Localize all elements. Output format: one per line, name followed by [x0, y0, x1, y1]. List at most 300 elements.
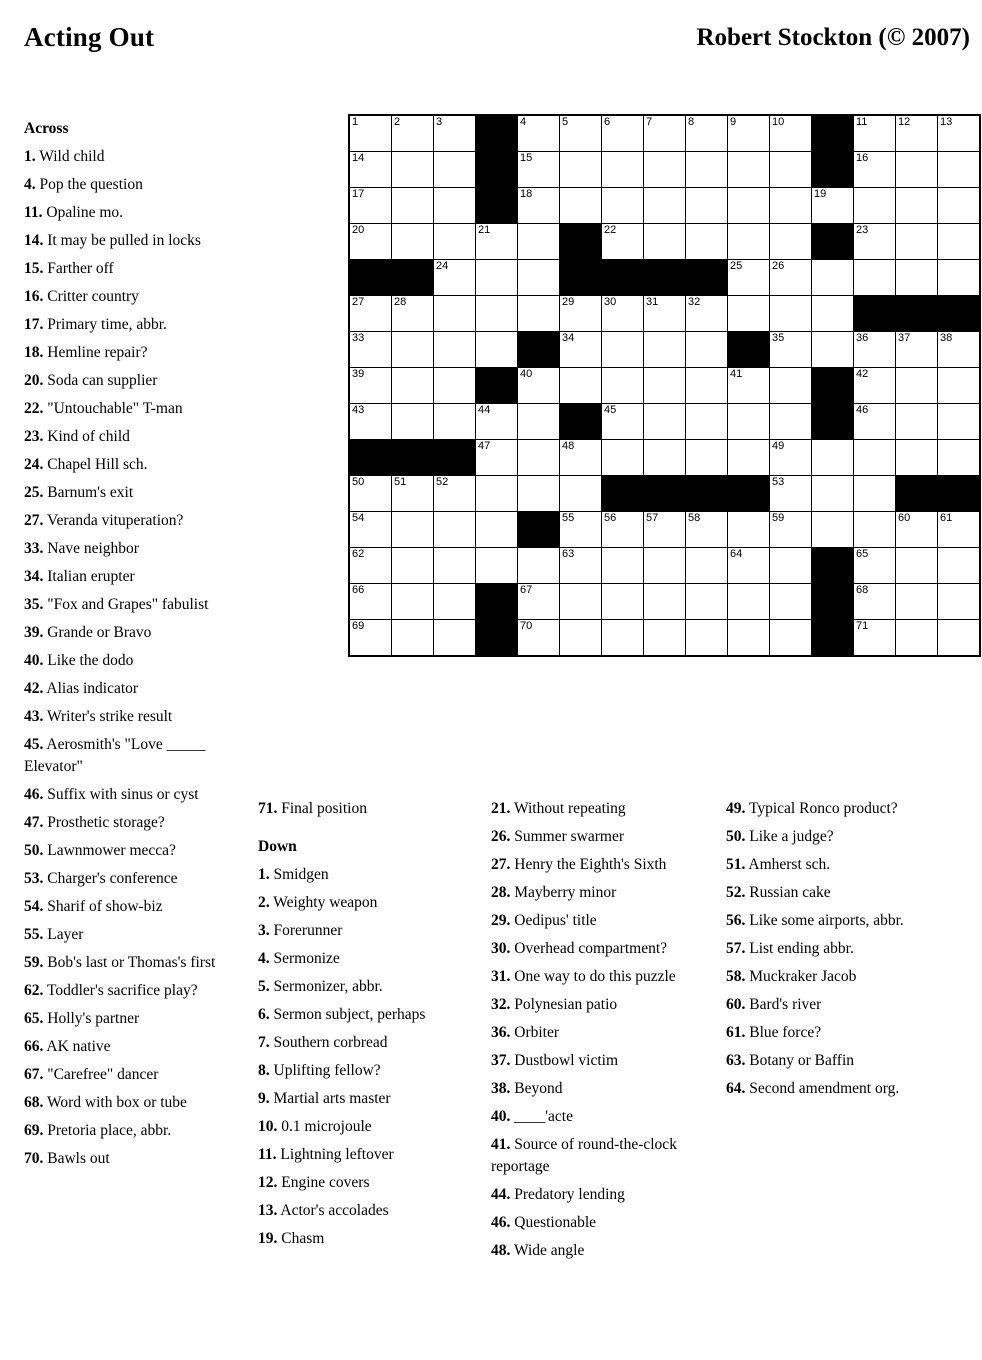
clue-item — [24, 678, 250, 700]
grid-cell[interactable] — [349, 188, 392, 224]
clue-item — [24, 566, 250, 588]
grid-cell[interactable] — [518, 584, 560, 620]
grid-cell-number: 70 — [520, 620, 533, 632]
crossword-table[interactable] — [348, 114, 981, 657]
grid-cell[interactable] — [644, 404, 686, 440]
grid-cell[interactable] — [434, 332, 476, 368]
grid-cell[interactable] — [392, 188, 434, 224]
grid-cell-number: 1 — [352, 116, 359, 128]
grid-cell[interactable] — [686, 332, 728, 368]
grid-cell[interactable] — [728, 296, 770, 332]
grid-cell[interactable] — [349, 548, 392, 584]
grid-cell[interactable] — [896, 332, 938, 368]
clue-item — [491, 854, 717, 876]
grid-cell[interactable] — [644, 188, 686, 224]
grid-cell[interactable] — [349, 296, 392, 332]
crossword-grid[interactable] — [348, 114, 981, 657]
clue-text: Bob's last or Thomas's first — [43, 954, 216, 971]
clue-number: 25. — [24, 484, 44, 501]
clue-number: 28. — [491, 884, 511, 901]
clue-item — [258, 1088, 476, 1110]
grid-cell[interactable] — [349, 404, 392, 440]
clue-number: 11. — [258, 1146, 277, 1163]
grid-cell[interactable] — [896, 152, 938, 188]
grid-cell[interactable] — [644, 368, 686, 404]
clue-number: 64. — [726, 1080, 746, 1097]
grid-cell[interactable] — [560, 548, 602, 584]
grid-cell[interactable] — [476, 224, 518, 260]
grid-cell[interactable] — [728, 224, 770, 260]
grid-cell[interactable] — [644, 620, 686, 657]
grid-cell[interactable] — [728, 404, 770, 440]
grid-cell[interactable] — [644, 152, 686, 188]
grid-block-cell — [896, 296, 938, 332]
grid-cell[interactable] — [938, 548, 981, 584]
grid-cell-number: 33 — [352, 332, 365, 344]
grid-cell[interactable] — [560, 188, 602, 224]
grid-cell[interactable] — [770, 404, 812, 440]
grid-row — [349, 476, 980, 512]
clue-number: 41. — [491, 1136, 511, 1153]
clue-text: Wide angle — [510, 1242, 585, 1259]
clue-text: Charger's conference — [43, 870, 178, 887]
grid-cell[interactable] — [644, 296, 686, 332]
clue-text: Nave neighbor — [43, 540, 139, 557]
grid-cell[interactable] — [434, 152, 476, 188]
grid-block-cell — [602, 476, 644, 512]
grid-block-cell — [476, 188, 518, 224]
clue-item — [258, 1004, 476, 1026]
clue-item — [24, 650, 250, 672]
grid-cell[interactable] — [434, 188, 476, 224]
grid-cell[interactable] — [434, 584, 476, 620]
clue-text: Blue force? — [745, 1024, 822, 1041]
grid-cell[interactable] — [518, 476, 560, 512]
grid-cell[interactable] — [349, 476, 392, 512]
grid-cell[interactable] — [518, 404, 560, 440]
grid-cell[interactable] — [644, 332, 686, 368]
grid-cell[interactable] — [602, 512, 644, 548]
grid-cell[interactable] — [854, 115, 896, 152]
grid-cell[interactable] — [476, 296, 518, 332]
grid-cell[interactable] — [854, 512, 896, 548]
grid-cell[interactable] — [392, 584, 434, 620]
grid-cell[interactable] — [854, 332, 896, 368]
grid-cell[interactable] — [770, 584, 812, 620]
grid-cell[interactable] — [476, 260, 518, 296]
grid-cell[interactable] — [434, 620, 476, 657]
grid-cell-number: 32 — [688, 296, 701, 308]
grid-cell-number: 10 — [772, 116, 785, 128]
clue-text: Southern corbread — [269, 1034, 388, 1051]
grid-cell[interactable] — [560, 332, 602, 368]
grid-cell[interactable] — [434, 368, 476, 404]
grid-cell[interactable] — [686, 548, 728, 584]
grid-cell[interactable] — [854, 368, 896, 404]
clue-item — [726, 910, 960, 932]
grid-cell[interactable] — [349, 620, 392, 657]
grid-cell[interactable] — [602, 296, 644, 332]
grid-cell[interactable] — [854, 548, 896, 584]
grid-cell[interactable] — [728, 548, 770, 584]
grid-cell-number: 2 — [394, 116, 401, 128]
grid-cell[interactable] — [476, 512, 518, 548]
grid-cell[interactable] — [938, 224, 981, 260]
grid-block-cell — [896, 476, 938, 512]
clues-column-3 — [491, 798, 717, 1268]
grid-cell[interactable] — [518, 296, 560, 332]
clue-text: Sermon subject, perhaps — [269, 1006, 426, 1023]
grid-cell[interactable] — [938, 332, 981, 368]
grid-cell[interactable] — [686, 188, 728, 224]
grid-cell[interactable] — [896, 115, 938, 152]
grid-cell[interactable] — [812, 476, 854, 512]
grid-cell[interactable] — [560, 152, 602, 188]
grid-cell[interactable] — [686, 152, 728, 188]
grid-cell[interactable] — [518, 260, 560, 296]
grid-cell-number: 11 — [856, 116, 868, 128]
clue-item — [24, 706, 250, 728]
grid-cell[interactable] — [686, 620, 728, 657]
grid-cell[interactable] — [770, 188, 812, 224]
grid-cell[interactable] — [518, 368, 560, 404]
grid-block-cell — [812, 152, 854, 188]
clue-text: Grande or Bravo — [43, 624, 152, 641]
grid-block-cell — [812, 584, 854, 620]
grid-cell[interactable] — [518, 152, 560, 188]
grid-cell[interactable] — [434, 548, 476, 584]
grid-cell[interactable] — [896, 512, 938, 548]
grid-cell[interactable] — [602, 584, 644, 620]
grid-cell[interactable] — [896, 404, 938, 440]
clue-number: 50. — [24, 842, 44, 859]
grid-cell[interactable] — [686, 224, 728, 260]
grid-cell[interactable] — [728, 368, 770, 404]
grid-cell[interactable] — [854, 440, 896, 476]
grid-cell-number: 63 — [562, 548, 575, 560]
grid-cell[interactable] — [686, 115, 728, 152]
grid-cell[interactable] — [392, 368, 434, 404]
grid-cell[interactable] — [938, 404, 981, 440]
grid-cell[interactable] — [686, 584, 728, 620]
grid-cell-number: 55 — [562, 512, 575, 524]
grid-cell-number: 14 — [352, 152, 365, 164]
clue-text: Pretoria place, abbr. — [43, 1122, 172, 1139]
grid-cell[interactable] — [392, 224, 434, 260]
grid-cell[interactable] — [518, 620, 560, 657]
grid-cell[interactable] — [770, 512, 812, 548]
clue-text: Italian erupter — [43, 568, 135, 585]
grid-cell[interactable] — [812, 512, 854, 548]
grid-cell[interactable] — [392, 115, 434, 152]
clue-item — [24, 202, 250, 224]
clue-item — [24, 924, 250, 946]
grid-cell[interactable] — [644, 584, 686, 620]
clue-text: Engine covers — [277, 1174, 370, 1191]
grid-cell-number: 60 — [898, 512, 911, 524]
grid-block-cell — [560, 404, 602, 440]
grid-block-cell — [812, 115, 854, 152]
grid-cell[interactable] — [602, 188, 644, 224]
grid-cell[interactable] — [602, 440, 644, 476]
grid-cell[interactable] — [728, 512, 770, 548]
grid-cell[interactable] — [854, 224, 896, 260]
grid-cell[interactable] — [686, 404, 728, 440]
clue-number: 12. — [258, 1174, 278, 1191]
clue-item — [726, 994, 960, 1016]
grid-cell[interactable] — [812, 260, 854, 296]
grid-cell[interactable] — [560, 584, 602, 620]
grid-cell[interactable] — [434, 404, 476, 440]
clue-number: 9. — [258, 1090, 270, 1107]
grid-cell[interactable] — [602, 115, 644, 152]
clue-text: Martial arts master — [269, 1090, 391, 1107]
clue-text: Henry the Eighth's Sixth — [510, 856, 667, 873]
grid-cell[interactable] — [770, 115, 812, 152]
grid-cell[interactable] — [349, 512, 392, 548]
grid-row — [349, 440, 980, 476]
grid-cell[interactable] — [644, 548, 686, 584]
grid-block-cell — [644, 476, 686, 512]
grid-cell[interactable] — [686, 512, 728, 548]
grid-cell[interactable] — [349, 115, 392, 152]
grid-cell[interactable] — [854, 260, 896, 296]
grid-cell[interactable] — [896, 584, 938, 620]
grid-cell[interactable] — [896, 548, 938, 584]
grid-cell[interactable] — [728, 260, 770, 296]
clue-number: 27. — [491, 856, 511, 873]
grid-cell[interactable] — [812, 332, 854, 368]
clue-text: Sermonizer, abbr. — [269, 978, 383, 995]
clue-number: 71. — [258, 800, 278, 817]
grid-cell[interactable] — [602, 224, 644, 260]
clue-text: Muckraker Jacob — [745, 968, 857, 985]
grid-row — [349, 512, 980, 548]
grid-cell[interactable] — [812, 440, 854, 476]
grid-cell[interactable] — [770, 548, 812, 584]
grid-cell[interactable] — [938, 620, 981, 657]
grid-cell[interactable] — [434, 512, 476, 548]
grid-cell[interactable] — [602, 152, 644, 188]
grid-cell[interactable] — [938, 440, 981, 476]
clue-text: Beyond — [510, 1080, 563, 1097]
grid-cell[interactable] — [434, 476, 476, 512]
grid-cell[interactable] — [938, 368, 981, 404]
grid-cell-number: 46 — [856, 404, 869, 416]
clue-item — [24, 286, 250, 308]
grid-cell[interactable] — [728, 440, 770, 476]
clue-number: 40. — [24, 652, 44, 669]
grid-cell[interactable] — [518, 548, 560, 584]
grid-cell[interactable] — [938, 188, 981, 224]
grid-block-cell — [644, 260, 686, 296]
grid-block-cell — [518, 512, 560, 548]
grid-cell[interactable] — [476, 548, 518, 584]
clue-number: 54. — [24, 898, 44, 915]
clue-text: Kind of child — [43, 428, 130, 445]
grid-cell[interactable] — [770, 476, 812, 512]
grid-cell[interactable] — [938, 512, 981, 548]
grid-cell[interactable] — [349, 368, 392, 404]
grid-cell[interactable] — [560, 440, 602, 476]
grid-cell[interactable] — [854, 188, 896, 224]
grid-cell[interactable] — [812, 296, 854, 332]
grid-cell-number: 13 — [940, 116, 953, 128]
grid-cell[interactable] — [770, 440, 812, 476]
grid-cell[interactable] — [854, 584, 896, 620]
grid-cell[interactable] — [434, 224, 476, 260]
grid-cell[interactable] — [602, 404, 644, 440]
clue-text: Forerunner — [269, 922, 343, 939]
clue-item — [24, 1064, 250, 1086]
grid-cell[interactable] — [686, 296, 728, 332]
grid-cell[interactable] — [896, 368, 938, 404]
grid-cell[interactable] — [392, 332, 434, 368]
grid-cell[interactable] — [602, 368, 644, 404]
grid-cell[interactable] — [854, 476, 896, 512]
clue-text: Layer — [43, 926, 84, 943]
grid-cell[interactable] — [476, 476, 518, 512]
clue-number: 45. — [24, 736, 44, 753]
grid-cell-number: 9 — [730, 116, 737, 128]
grid-cell[interactable] — [518, 115, 560, 152]
clue-number: 16. — [24, 288, 44, 305]
grid-cell-number: 67 — [520, 584, 533, 596]
clue-text: Like a judge? — [745, 828, 834, 845]
grid-cell-number: 71 — [856, 620, 869, 632]
grid-cell[interactable] — [770, 296, 812, 332]
grid-cell[interactable] — [392, 476, 434, 512]
grid-cell[interactable] — [434, 115, 476, 152]
grid-cell[interactable] — [560, 368, 602, 404]
clue-item — [24, 174, 250, 196]
clue-number: 63. — [726, 1052, 746, 1069]
grid-cell[interactable] — [770, 332, 812, 368]
grid-cell[interactable] — [349, 584, 392, 620]
grid-cell[interactable] — [854, 404, 896, 440]
clue-item — [24, 1008, 250, 1030]
grid-cell[interactable] — [770, 620, 812, 657]
grid-cell[interactable] — [349, 332, 392, 368]
grid-block-cell — [686, 260, 728, 296]
grid-cell[interactable] — [896, 260, 938, 296]
clue-number: 15. — [24, 260, 44, 277]
grid-cell[interactable] — [392, 296, 434, 332]
grid-cell-number: 53 — [772, 476, 785, 488]
clue-item — [491, 1134, 717, 1178]
grid-cell[interactable] — [938, 115, 981, 152]
clue-number: 19. — [258, 1230, 278, 1247]
grid-cell[interactable] — [938, 260, 981, 296]
clue-text: Barnum's exit — [43, 484, 134, 501]
clue-number: 40. — [491, 1108, 511, 1125]
grid-cell[interactable] — [728, 620, 770, 657]
grid-cell[interactable] — [728, 188, 770, 224]
grid-cell[interactable] — [728, 584, 770, 620]
grid-cell[interactable] — [349, 224, 392, 260]
grid-cell[interactable] — [349, 152, 392, 188]
grid-cell[interactable] — [518, 224, 560, 260]
grid-cell-number: 17 — [352, 188, 365, 200]
grid-row — [349, 115, 980, 152]
grid-cell[interactable] — [602, 548, 644, 584]
grid-cell[interactable] — [644, 440, 686, 476]
clue-number: 29. — [491, 912, 511, 929]
grid-cell[interactable] — [560, 296, 602, 332]
grid-cell[interactable] — [896, 620, 938, 657]
grid-cell[interactable] — [434, 260, 476, 296]
grid-cell[interactable] — [476, 440, 518, 476]
clue-number: 24. — [24, 456, 44, 473]
grid-cell[interactable] — [518, 440, 560, 476]
grid-cell[interactable] — [560, 512, 602, 548]
grid-cell[interactable] — [644, 224, 686, 260]
clue-text: Alias indicator — [43, 680, 139, 697]
grid-cell[interactable] — [644, 115, 686, 152]
grid-cell-number: 57 — [646, 512, 659, 524]
grid-cell-number: 45 — [604, 404, 617, 416]
grid-cell[interactable] — [812, 188, 854, 224]
grid-cell[interactable] — [476, 332, 518, 368]
grid-cell[interactable] — [560, 476, 602, 512]
grid-cell[interactable] — [770, 368, 812, 404]
grid-cell[interactable] — [770, 152, 812, 188]
grid-cell-number: 8 — [688, 116, 695, 128]
grid-cell[interactable] — [644, 512, 686, 548]
grid-cell[interactable] — [392, 512, 434, 548]
grid-cell[interactable] — [602, 332, 644, 368]
grid-cell[interactable] — [560, 620, 602, 657]
clue-item — [258, 1200, 476, 1222]
grid-cell[interactable] — [392, 548, 434, 584]
grid-row — [349, 620, 980, 657]
clue-item — [24, 230, 250, 252]
grid-cell-number: 27 — [352, 296, 365, 308]
grid-cell[interactable] — [896, 224, 938, 260]
grid-cell[interactable] — [476, 404, 518, 440]
grid-cell[interactable] — [560, 115, 602, 152]
grid-cell[interactable] — [686, 368, 728, 404]
grid-cell[interactable] — [728, 152, 770, 188]
grid-cell[interactable] — [770, 260, 812, 296]
grid-cell[interactable] — [728, 115, 770, 152]
grid-cell[interactable] — [392, 620, 434, 657]
grid-cell[interactable] — [602, 620, 644, 657]
clue-text: Toddler's sacrifice play? — [43, 982, 198, 999]
clue-text: Opaline mo. — [42, 204, 124, 221]
clue-item — [258, 1116, 476, 1138]
clue-number: 52. — [726, 884, 746, 901]
clue-number: 4. — [24, 176, 36, 193]
grid-cell[interactable] — [896, 188, 938, 224]
grid-cell[interactable] — [686, 440, 728, 476]
clue-item — [24, 812, 250, 834]
grid-cell[interactable] — [896, 440, 938, 476]
grid-cell[interactable] — [938, 584, 981, 620]
grid-cell[interactable] — [392, 404, 434, 440]
grid-cell[interactable] — [392, 152, 434, 188]
grid-cell[interactable] — [770, 224, 812, 260]
clue-item — [258, 1032, 476, 1054]
clue-text: ____'acte — [510, 1108, 573, 1125]
clue-number: 26. — [491, 828, 511, 845]
clue-text: Polynesian patio — [510, 996, 618, 1013]
grid-cell[interactable] — [854, 152, 896, 188]
grid-cell[interactable] — [938, 152, 981, 188]
grid-cell[interactable] — [434, 296, 476, 332]
grid-cell[interactable] — [518, 188, 560, 224]
grid-cell[interactable] — [854, 620, 896, 657]
